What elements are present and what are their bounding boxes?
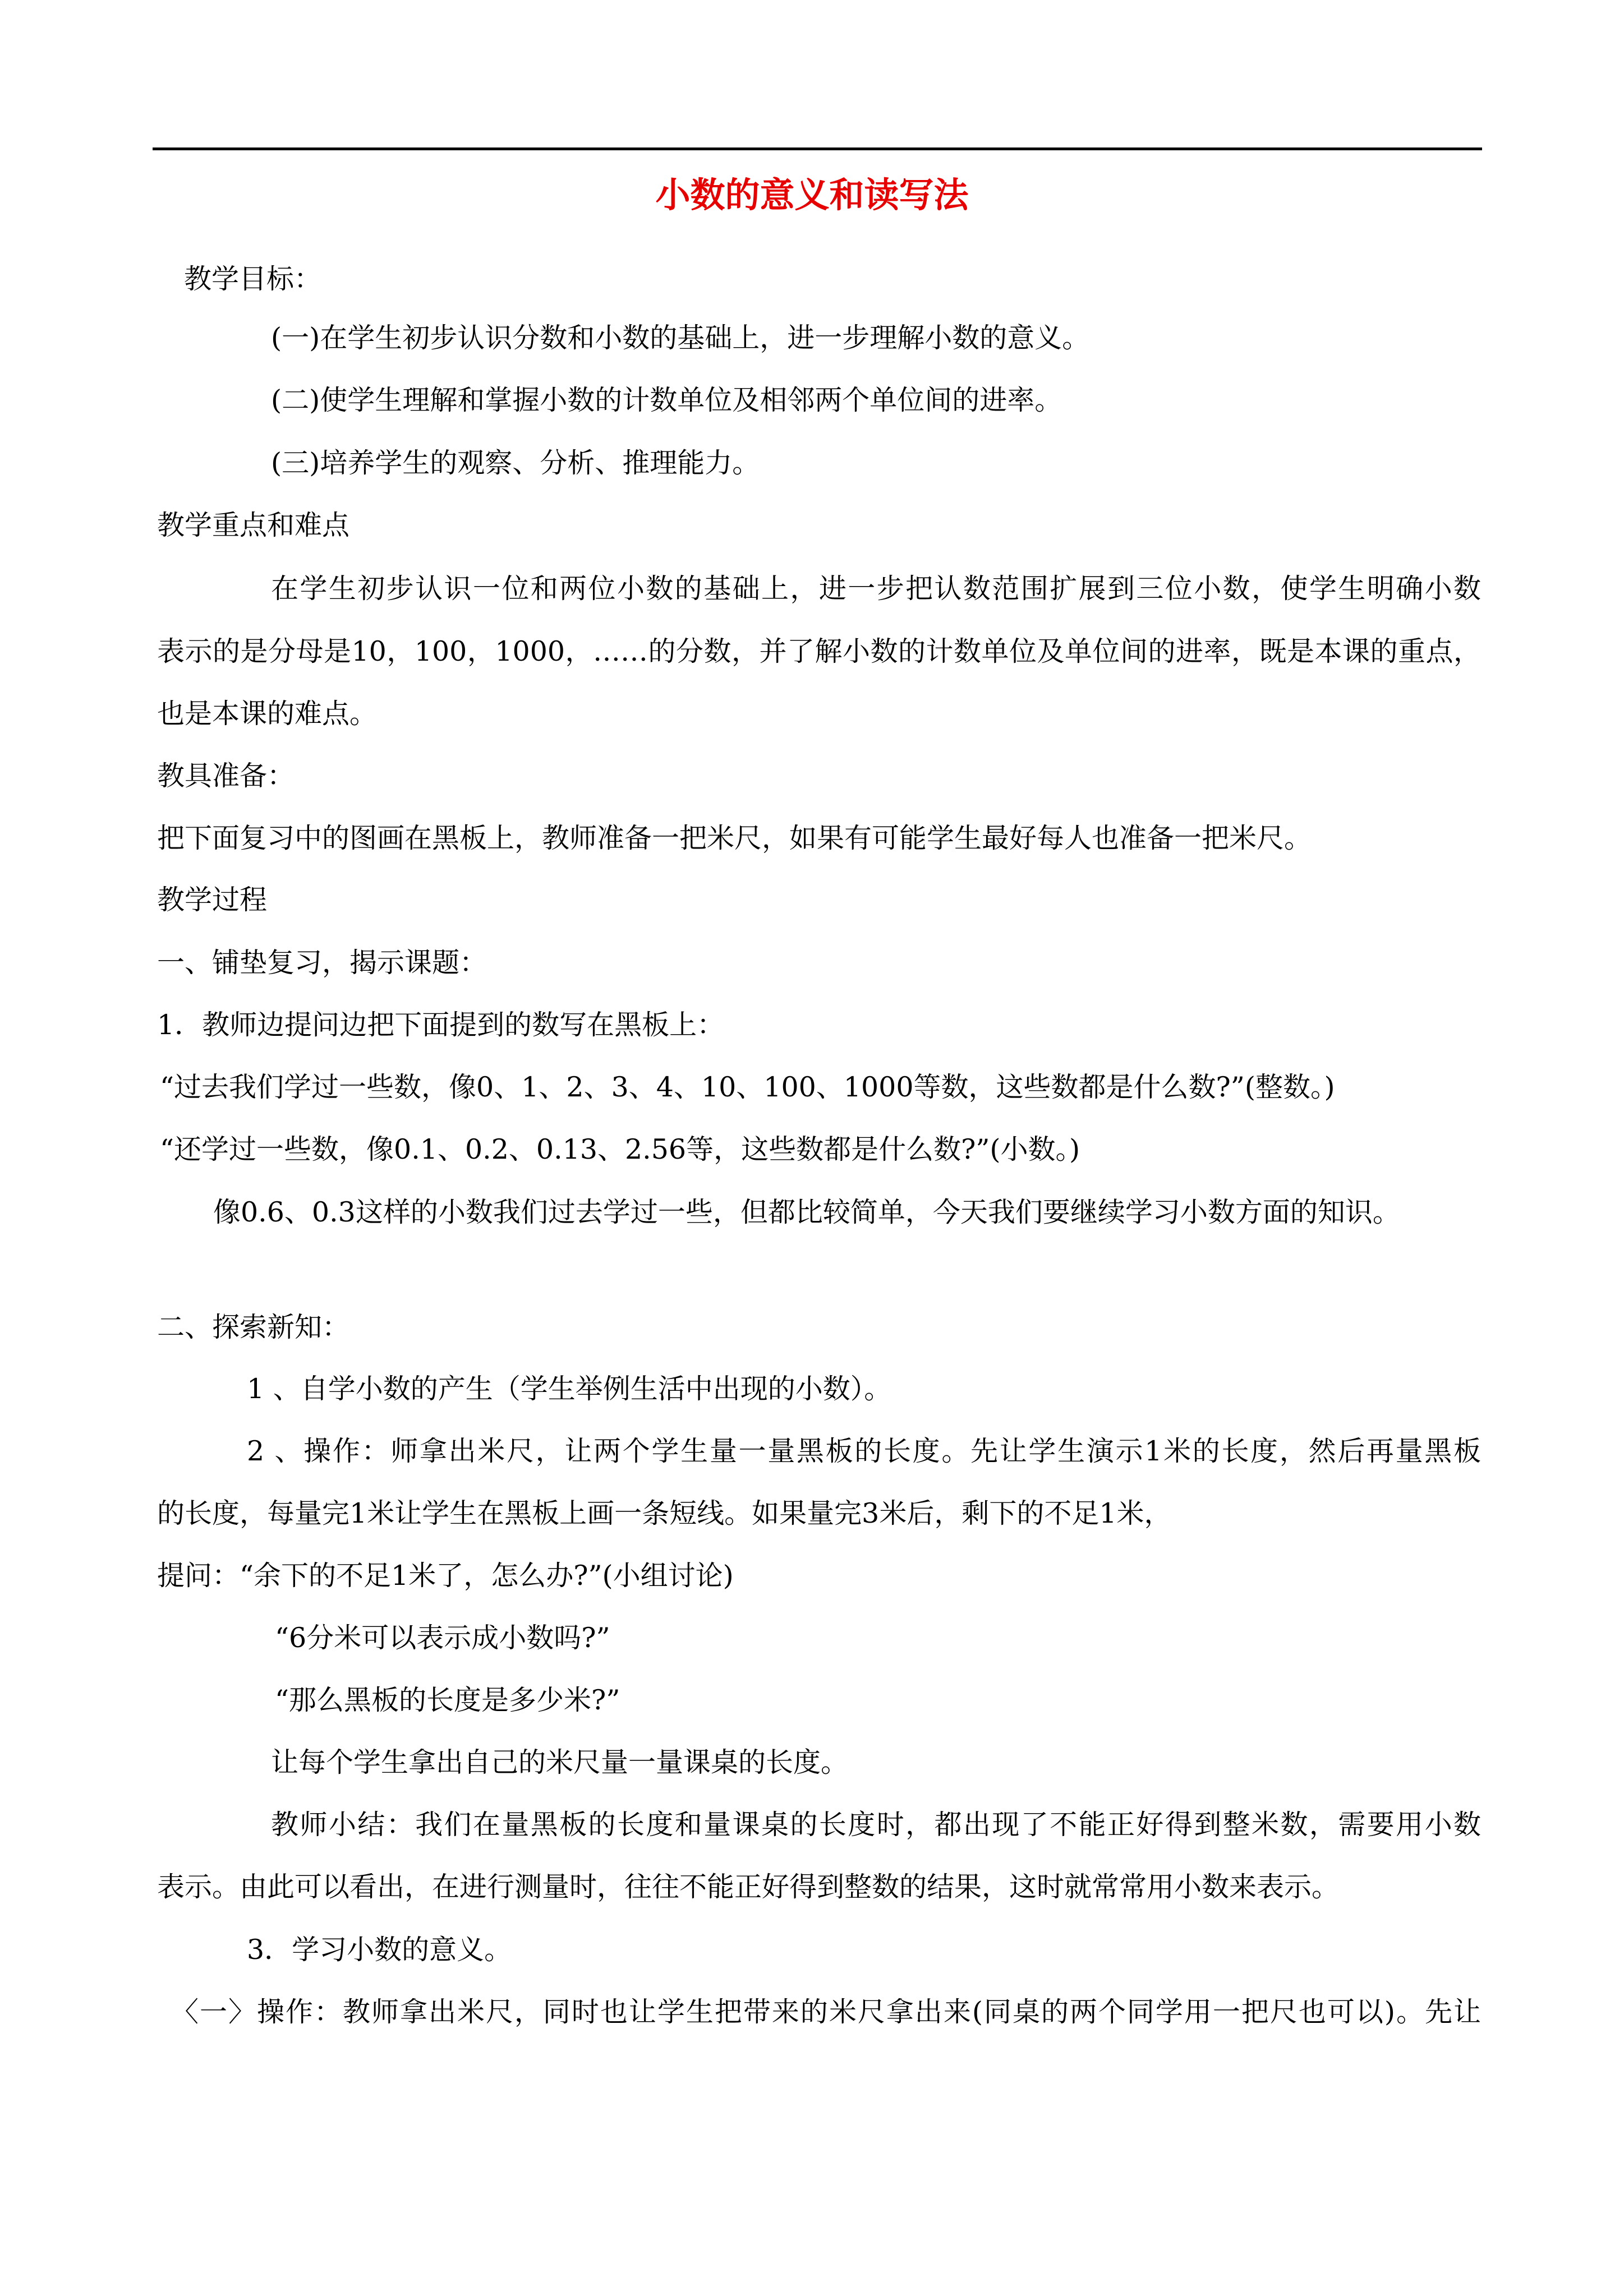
text-line: 3．学习小数的意义。: [247, 1934, 512, 1966]
text-line: 1．教师边提问边把下面提到的数写在黑板上：: [157, 1009, 725, 1041]
text-line: 〈一〉操作：教师拿出米尺，同时也让学生把带来的米尺拿出来(同桌的两个同学用一把尺也可以)。先让: [171, 1996, 1481, 2028]
page-title: 小数的意义和读写法: [655, 174, 969, 215]
text-line: 的长度，每量完1米让学生在黑板上画一条短线。如果量完3米后，剩下的不足1米，: [157, 1497, 1172, 1529]
section-heading: 教学重点和难点: [157, 509, 350, 541]
text-line: (一)在学生初步认识分数和小数的基础上，进一步理解小数的意义。: [271, 322, 1090, 354]
text-line: 2 、操作：师拿出米尺，让两个学生量一量黑板的长度。先让学生演示1米的长度，然后再量黑板: [247, 1435, 1481, 1467]
text-line: 表示的是分母是10，100，1000，……的分数，并了解小数的计数单位及单位间的进率，既是本课的重点，: [157, 635, 1481, 667]
section-heading: 教具准备：: [157, 760, 295, 792]
text-line: 也是本课的难点。: [157, 698, 378, 730]
section-heading: 二、探索新知：: [157, 1311, 350, 1343]
text-line: “过去我们学过一些数，像0、1、2、3、4、10、100、1000等数，这些数都是什么数?”(整数。): [160, 1071, 1335, 1103]
text-line: 把下面复习中的图画在黑板上，教师准备一把米尺，如果有可能学生最好每人也准备一把米尺。: [157, 822, 1312, 854]
text-line: 在学生初步认识一位和两位小数的基础上，进一步把认数范围扩展到三位小数，使学生明确小数: [271, 573, 1481, 605]
text-line: 提问：“余下的不足1米了，怎么办?”(小组讨论): [157, 1560, 734, 1592]
text-line: “6分米可以表示成小数吗?”: [275, 1622, 610, 1654]
section-heading: 教学过程: [157, 884, 268, 916]
text-line: (三)培养学生的观察、分析、推理能力。: [271, 447, 760, 479]
text-line: 1 、自学小数的产生（学生举例生活中出现的小数）。: [247, 1373, 892, 1405]
text-line: 像0.6、0.3这样的小数我们过去学过一些，但都比较简单，今天我们要继续学习小数方面的知识。: [213, 1196, 1400, 1228]
text-line: 表示。由此可以看出，在进行测量时，往往不能正好得到整数的结果，这时就常常用小数来表示。: [157, 1871, 1340, 1903]
text-line: 教学目标：: [184, 263, 322, 295]
text-line: (二)使学生理解和掌握小数的计数单位及相邻两个单位间的进率。: [271, 384, 1062, 416]
text-line: “那么黑板的长度是多少米?”: [275, 1684, 620, 1716]
header-rule: [153, 147, 1482, 150]
text-line: 让每个学生拿出自己的米尺量一量课桌的长度。: [271, 1746, 849, 1778]
text-line: 教师小结：我们在量黑板的长度和量课桌的长度时，都出现了不能正好得到整米数，需要用小数: [271, 1809, 1481, 1841]
section-heading: 一、铺垫复习，揭示课题：: [157, 947, 487, 979]
text-line: “还学过一些数，像0.1、0.2、0.13、2.56等，这些数都是什么数?”(小数。): [160, 1133, 1080, 1165]
